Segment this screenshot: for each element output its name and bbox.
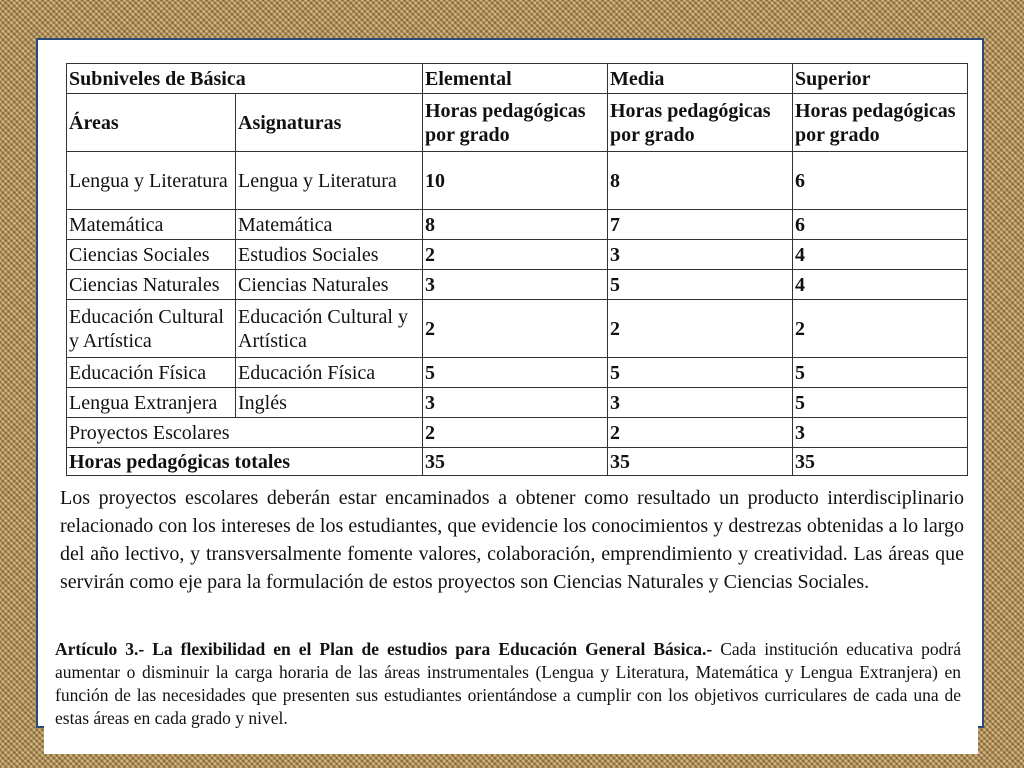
table-row [67, 300, 968, 358]
area-cell: Ciencias Sociales [67, 240, 236, 270]
asignatura-cell: Educación Cultural y Artística [236, 300, 423, 358]
table-row [67, 270, 968, 300]
header-asignaturas: Asignaturas [236, 94, 423, 152]
proyectos-media: 2 [608, 418, 793, 448]
header-subniveles: Subniveles de Básica [67, 64, 423, 94]
proyectos-superior: 3 [793, 418, 968, 448]
header-elemental: Elemental [423, 64, 608, 94]
superior-cell: 6 [793, 210, 968, 240]
table-row [67, 388, 968, 418]
proyectos-paragraph: Los proyectos escolares deberán estar encaminados a obtener como resultado un producto interdisciplinario relacionado con los intereses de los estudiantes, que evidencie los conocimientos y destrezas obtenidas a lo largo del año lectivo, y transversalmente fomente valores, colaboración, emprendimiento y creatividad. Las áreas que servirán como eje para la formulación de estos proyectos son Ciencias Naturales y Ciencias Sociales. [60, 487, 964, 593]
header-superior: Superior [793, 64, 968, 94]
asignatura-cell: Matemática [236, 210, 423, 240]
table-subheader-row [67, 94, 968, 152]
table-row [67, 358, 968, 388]
hours-table [66, 63, 968, 476]
area-cell: Matemática [67, 210, 236, 240]
elemental-cell: 3 [423, 388, 608, 418]
proyectos-elemental: 2 [423, 418, 608, 448]
media-cell: 8 [608, 152, 793, 210]
elemental-cell: 5 [423, 358, 608, 388]
table-row [67, 152, 968, 210]
media-cell: 5 [608, 358, 793, 388]
article-body: Cada institución educativa podrá aumentar o disminuir la carga horaria de las áreas instrumentales (Lengua y Literatura, Matemática y Lengua Extranjera) en función de las necesidades que presenten sus estudiantes orientándose a cumplir con los objetivos curriculares de cada una de estas áreas en cada grado y nivel. [55, 639, 962, 728]
totales-label: Horas pedagógicas totales [67, 448, 423, 476]
header-media: Media [608, 64, 793, 94]
header-areas: Áreas [67, 94, 236, 152]
asignatura-cell: Lengua y Literatura [236, 152, 423, 210]
media-cell: 3 [608, 240, 793, 270]
asignatura-cell: Estudios Sociales [236, 240, 423, 270]
asignatura-cell: Educación Física [236, 358, 423, 388]
elemental-cell: 3 [423, 270, 608, 300]
article-paragraph [55, 638, 961, 730]
media-cell: 7 [608, 210, 793, 240]
media-cell: 5 [608, 270, 793, 300]
table-row [67, 210, 968, 240]
superior-cell: 4 [793, 240, 968, 270]
table-header-row [67, 64, 968, 94]
area-cell: Ciencias Naturales [67, 270, 236, 300]
header-horas-media: Horas pedagógicas por grado [608, 94, 793, 152]
area-cell: Educación Física [67, 358, 236, 388]
table-row-totales [67, 448, 968, 476]
superior-cell: 5 [793, 358, 968, 388]
superior-cell: 5 [793, 388, 968, 418]
header-horas-elemental: Horas pedagógicas por grado [423, 94, 608, 152]
totales-elemental: 35 [423, 448, 608, 476]
table-row [67, 240, 968, 270]
asignatura-cell: Inglés [236, 388, 423, 418]
asignatura-cell: Ciencias Naturales [236, 270, 423, 300]
area-cell: Lengua Extranjera [67, 388, 236, 418]
media-cell: 3 [608, 388, 793, 418]
article-title: Artículo 3.- La flexibilidad en el Plan de estudios para Educación General Básica.- [55, 639, 713, 659]
area-cell: Educación Cultural y Artística [67, 300, 236, 358]
media-cell: 2 [608, 300, 793, 358]
elemental-cell: 10 [423, 152, 608, 210]
superior-cell: 2 [793, 300, 968, 358]
table-row-proyectos [67, 418, 968, 448]
elemental-cell: 2 [423, 240, 608, 270]
totales-superior: 35 [793, 448, 968, 476]
elemental-cell: 2 [423, 300, 608, 358]
header-horas-superior: Horas pedagógicas por grado [793, 94, 968, 152]
totales-media: 35 [608, 448, 793, 476]
elemental-cell: 8 [423, 210, 608, 240]
superior-cell: 6 [793, 152, 968, 210]
area-cell: Lengua y Literatura [67, 152, 236, 210]
proyectos-label: Proyectos Escolares [67, 418, 423, 448]
superior-cell: 4 [793, 270, 968, 300]
